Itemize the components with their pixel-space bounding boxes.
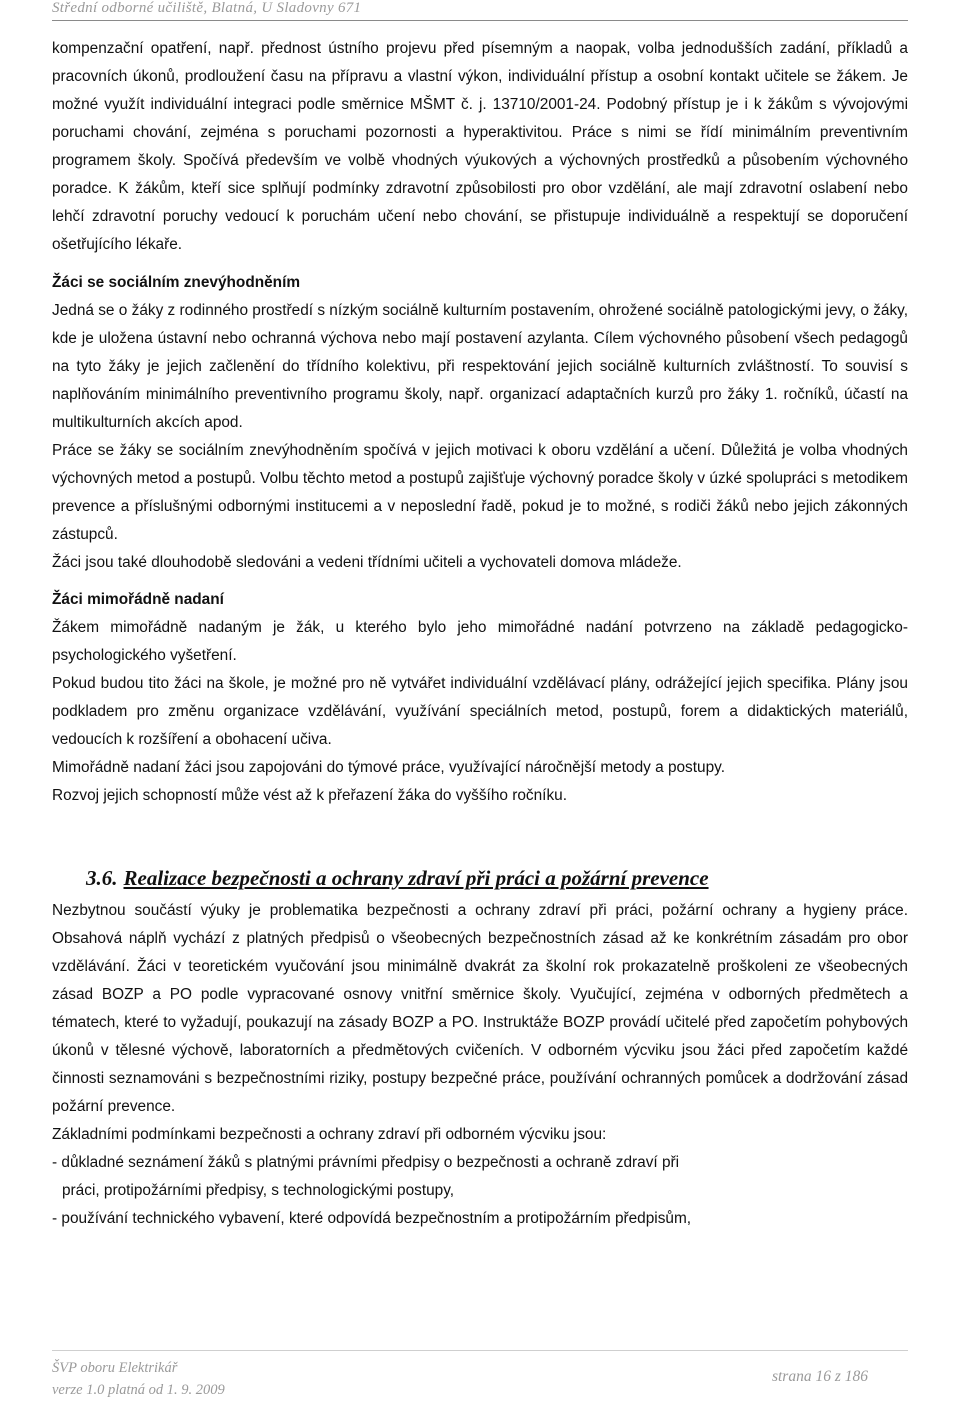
footer-divider xyxy=(52,1350,908,1351)
conditions-intro: Základními podmínkami bezpečnosti a ochrany zdraví při odborném výcviku jsou: xyxy=(52,1126,607,1143)
footer-left xyxy=(52,1357,225,1401)
section-number: 3.6. xyxy=(86,866,118,890)
gifted-paragraph-4: Rozvoj jejich schopností může vést až k přeřazení žáka do vyššího ročníku. xyxy=(52,787,567,804)
section-title: Realizace bezpečnosti a ochrany zdraví při práci a požární prevence xyxy=(123,866,709,890)
school-name: Střední odborné učiliště, Blatná, U Sladovny 671 xyxy=(52,0,362,16)
social-paragraph-3: Žáci jsou také dlouhodobě sledováni a vedeni třídními učiteli a vychovateli domova mládeže. xyxy=(52,554,682,571)
social-heading: Žáci se sociálním znevýhodněním xyxy=(52,274,301,291)
list-item: - používání technického vybavení, které odpovídá bezpečnostním a protipožárním předpisům, xyxy=(52,1210,692,1227)
list-item: - důkladné seznámení žáků s platnými právními předpisy o bezpečnosti a ochraně zdraví při xyxy=(52,1154,680,1171)
gifted-heading: Žáci mimořádně nadaní xyxy=(52,591,224,608)
gifted-paragraph-2: Pokud budou tito žáci na škole, je možné pro ně vytvářet individuální vzdělávací plány, odrážející jejich specifika. Plány jsou podkladem pro změnu organizace vzdělávání, využívání speciálních metod, postupů, forem a didaktických materiálů, vedoucích k rozšíření a obohacení učiva. xyxy=(52,675,908,748)
list-item-continuation: práci, protipožárními předpisy, s technologickými postupy, xyxy=(62,1182,455,1199)
section-heading xyxy=(52,864,908,892)
conditions-list xyxy=(52,1121,908,1233)
social-paragraph-2: Práce se žáky se sociálním znevýhodněním spočívá v jejich motivaci k oboru vzdělání a učení. Důležitá je volba vhodných výchovných metod a postupů. Volbu těchto metod a postupů zajišťuje výchovný poradce školy v úzké spolupráci s metodikem prevence a příslušnými odbornými institucemi a v neposlední řadě, pokud je to možné, s rodiči žáků nebo jejich zákonných zástupců. xyxy=(52,442,908,543)
document-body xyxy=(52,35,908,1233)
page-header xyxy=(52,0,908,21)
footer-program: ŠVP oboru Elektrikář xyxy=(52,1360,178,1376)
gifted-paragraph-1: Žákem mimořádně nadaným je žák, u kterého bylo jeho mimořádné nadání potvrzeno na základě pedagogicko-psychologického vyšetření. xyxy=(52,619,908,664)
gifted-paragraph-3: Mimořádně nadaní žáci jsou zapojováni do týmové práce, využívající náročnější metody a postupy. xyxy=(52,759,725,776)
section-paragraph-1: Nezbytnou součástí výuky je problematika bezpečnosti a ochrany zdraví při práci, požární ochrany a hygieny práce. Obsahová náplň vychází z platných předpisů o všeobecných bezpečnostních zásad až ke konkrétním zásadám pro obor vzdělávání. Žáci v teoretickém vyučování jsou minimálně dvakrát za školní rok prokazatelně proškoleni ze všeobecných zásad BOZP a PO podle vypracované osnovy vnitřní směrnice školy. Vyučující, zejména v odborných předmětech a tématech, které to vyžadují, poukazují na zásady BOZP a PO. Instruktáže BOZP provádí učitelé před započetím pohybových úkonů v tělesné výchově, laboratorních a předmětových cvičeních. V odborném výcviku jsou žáci před započetím každé činnosti seznamováni s bezpečnostními riziky, postupy bezpečné práce, používání ochranných pomůcek a dodržování zásad požární prevence. xyxy=(52,902,908,1115)
social-paragraph-1: Jedná se o žáky z rodinného prostředí s nízkým sociálně kulturním postavením, ohrožené sociálně patologickými jevy, o žáky, kde je uložena ústavní nebo ochranná výchova nebo mají postavení azylanta. Cílem výchovného působení všech pedagogů na tyto žáky je jejich začlenění do třídního kolektivu, při respektování jejich sociálně kulturních zvláštností. To souvisí s naplňováním minimálního preventivního programu školy, např. organizací adaptačních kurzů pro žáky 1. ročníků, účastí na multikulturních akcích apod. xyxy=(52,302,908,431)
page-number: strana 16 z 186 xyxy=(771,1368,868,1385)
footer-version: verze 1.0 platná od 1. 9. 2009 xyxy=(52,1382,225,1398)
intro-paragraph: kompenzační opatření, např. přednost ústního projevu před písemným a naopak, volba jednodušších zadání, příkladů a pracovních úkonů, prodloužení času na přípravu a vlastní výkon, individuální přístup a osobní kontakt učitele se žákem. Je možné využít individuální integraci podle směrnice MŠMT č. j. 13710/2001-24. Podobný přístup je i k žákům s vývojovými poruchami chování, zejména s poruchami pozornosti a hyperaktivitou. Práce s nimi se řídí minimálním preventivním programem školy. Spočívá především ve volbě vhodných výukových a výchovných prostředků a působením výchovného poradce. K žákům, kteří sice splňují podmínky zdravotní způsobilosti pro obor vzdělání, ale mají zdravotní oslabení nebo lehčí zdravotní poruchy vedoucí k poruchám učení nebo chování, se přistupuje individuálně a respektují se doporučení ošetřujícího lékaře. xyxy=(52,40,908,253)
